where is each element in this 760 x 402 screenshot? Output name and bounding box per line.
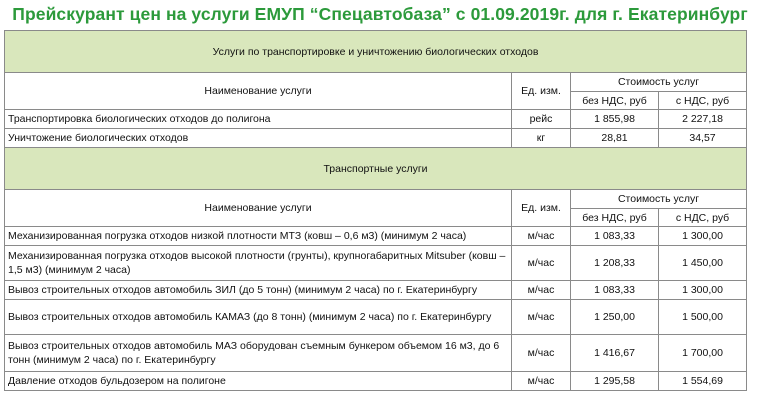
- service-name: Вывоз строительных отходов автомобиль КАМАЗ (до 8 тонн) (минимум 2 часа) по г. Екатеринбургу: [5, 300, 512, 335]
- service-unit: рейс: [512, 110, 571, 129]
- price-without-vat: 1 208,33: [571, 246, 659, 281]
- price-without-vat: 28,81: [571, 129, 659, 148]
- price-with-vat: 34,57: [659, 129, 747, 148]
- col-cost-header: Стоимость услуг: [571, 73, 747, 92]
- price-with-vat: 1 300,00: [659, 281, 747, 300]
- service-unit: м/час: [512, 335, 571, 372]
- table-header-row: [5, 73, 747, 92]
- table-row: [5, 110, 747, 129]
- price-with-vat: 1 500,00: [659, 300, 747, 335]
- col-unit-header: Ед. изм.: [512, 190, 571, 227]
- service-name: Вывоз строительных отходов автомобиль ЗИЛ (до 5 тонн) (минимум 2 часа) по г. Екатеринбургу: [5, 281, 512, 300]
- section-header-biological: [5, 31, 747, 73]
- table-row: [5, 335, 747, 372]
- price-without-vat: 1 250,00: [571, 300, 659, 335]
- price-with-vat: 1 300,00: [659, 227, 747, 246]
- service-unit: м/час: [512, 300, 571, 335]
- service-unit: м/час: [512, 246, 571, 281]
- service-name: Механизированная погрузка отходов низкой плотности МТЗ (ковш – 0,6 м3) (минимум 2 часа): [5, 227, 512, 246]
- service-name: Механизированная погрузка отходов высокой плотности (грунты), крупногабаритных Mitsuber (ковш – 1,5 м3) (минимум 2 часа): [5, 246, 512, 281]
- col-unit-header: Ед. изм.: [512, 73, 571, 110]
- price-with-vat: 1 554,69: [659, 372, 747, 391]
- price-without-vat: 1 083,33: [571, 281, 659, 300]
- price-with-vat: 1 450,00: [659, 246, 747, 281]
- table-row: [5, 246, 747, 281]
- price-without-vat: 1 083,33: [571, 227, 659, 246]
- price-without-vat: 1 855,98: [571, 110, 659, 129]
- price-without-vat: 1 295,58: [571, 372, 659, 391]
- service-unit: м/час: [512, 372, 571, 391]
- service-unit: м/час: [512, 227, 571, 246]
- col-service-header: Наименование услуги: [5, 190, 512, 227]
- price-without-vat: 1 416,67: [571, 335, 659, 372]
- col-service-header: Наименование услуги: [5, 73, 512, 110]
- service-name: Вывоз строительных отходов автомобиль МАЗ оборудован съемным бункером объемом 16 м3, до 6 тонн (минимум 2 часа) по г. Екатеринбургу: [5, 335, 512, 372]
- col-without-vat-header: без НДС, руб: [571, 209, 659, 227]
- col-without-vat-header: без НДС, руб: [571, 92, 659, 110]
- table-row: [5, 372, 747, 391]
- service-name: Давление отходов бульдозером на полигоне: [5, 372, 512, 391]
- section-title: Услуги по транспортировке и уничтожению биологических отходов: [5, 31, 747, 73]
- section-header-transport: [5, 148, 747, 190]
- page-title: Прейскурант цен на услуги ЕМУП “Спецавтобаза” с 01.09.2019г. для г. Екатеринбург: [12, 4, 748, 24]
- section-title: Транспортные услуги: [5, 148, 747, 190]
- col-with-vat-header: с НДС, руб: [659, 92, 747, 110]
- table-row: [5, 227, 747, 246]
- service-unit: кг: [512, 129, 571, 148]
- price-with-vat: 2 227,18: [659, 110, 747, 129]
- price-table: [4, 30, 747, 391]
- service-unit: м/час: [512, 281, 571, 300]
- table-row: [5, 300, 747, 335]
- col-cost-header: Стоимость услуг: [571, 190, 747, 209]
- table-header-row: [5, 190, 747, 209]
- service-name: Уничтожение биологических отходов: [5, 129, 512, 148]
- col-with-vat-header: с НДС, руб: [659, 209, 747, 227]
- table-row: [5, 129, 747, 148]
- table-row: [5, 281, 747, 300]
- service-name: Транспортировка биологических отходов до полигона: [5, 110, 512, 129]
- price-with-vat: 1 700,00: [659, 335, 747, 372]
